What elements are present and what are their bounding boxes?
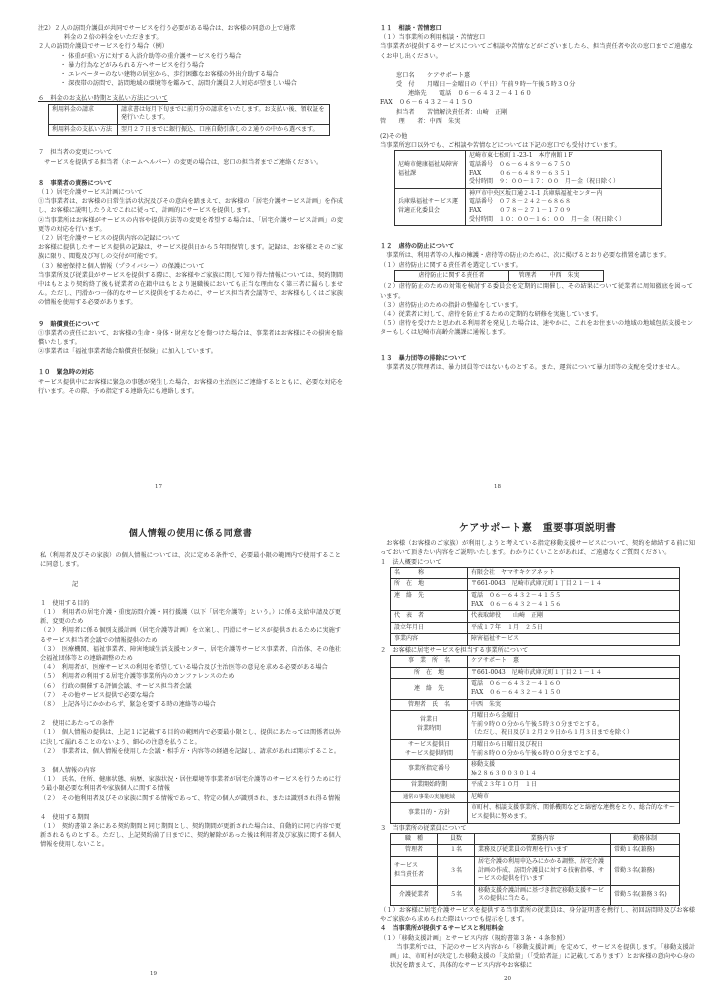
section-12-5: （５）虐待を受けたと思われる利用者を発見した場合は、速やかに、これをお住まいの地域の地域包括支援センターもしくは尼崎市高齢介護課に通報します。 [380, 320, 693, 337]
staff-role: サービス 担当責任者 [391, 857, 438, 886]
window-line: 神戸市中央区坂口通２-1-1 兵庫県福祉センター内 [469, 189, 603, 197]
table-label: 事業目的・方針 [391, 803, 468, 823]
officer-name: 中西 朱実 [547, 270, 604, 282]
section-12-title: １２ 虐待の防止について [380, 243, 455, 251]
window-name: 窓口名 ケアサポート憙 [396, 71, 471, 79]
table-row [391, 622, 680, 634]
note-2: 注2）２人の訪問介護員が共同でサービスを行う必要がある場合は、お客様の同意の上で通常 [38, 25, 296, 32]
section-13-body: 事業者及び管理者は、暴力団員等ではないものとする。また、運営について暴力団等の支配を受けません。 [380, 363, 684, 371]
page-17 [0, 0, 353, 500]
staff-count: ５名 [438, 885, 475, 905]
explanation-title: ケアサポート憙 重要事項説明書 [458, 523, 617, 534]
table-row [391, 699, 680, 711]
table-row [391, 857, 680, 886]
contact-phone: 連絡先 電話 ０６－６４３２－４１６０ [408, 90, 532, 98]
ki-label: 記 [72, 580, 79, 588]
person-in-charge: 担当者 苦情解決責任者：山崎 正剛 [396, 108, 508, 116]
section-12-1: （１）虐待防止に関する責任者を選定しています。 [380, 261, 522, 269]
table-label: 所 在 地 [391, 579, 468, 591]
example-title: ２人の訪問介護員でサービスを行う場合（例） [38, 43, 168, 51]
consent-intro: 私（利用者及びその家族）の個人情報については、次に定める条件で、必要最小限の範囲内で使用することに同意します。 [40, 552, 341, 569]
table-label: 連 絡 先 [391, 679, 468, 699]
section-12-3: （３）虐待防止のための指針の整備をしています。 [380, 301, 522, 309]
s1-item: （３） 医療機関、福祉事業者、障害地域生活支援センター、居宅介護等サービス事業者、自治体、その他社会福祉団体等との連絡調整のため [40, 645, 341, 663]
section-9-title: ９ 賠償責任について [38, 320, 100, 328]
staff-count: ３名 [438, 857, 475, 886]
window-org: 尼崎市健康福祉局障害福祉課 [395, 151, 466, 188]
table-value: 翌月２７日までに銀行振込、口座自動引落しの２通りの中から選べます。 [118, 124, 330, 136]
manager: 管 理 者：中西 朱実 [380, 117, 461, 125]
table-row [391, 656, 680, 668]
table-value: FAX ０６－６４３２－４１５６ [471, 600, 562, 608]
staff-shift: 常勤１名(兼務) [611, 845, 680, 857]
table-value: 〒661-0043 尼崎市武庫元町１丁目２１－１４ [468, 667, 680, 679]
staff-duty: 居宅介護の利用申込みにかかる調整、居宅介護計画の作成、訪問介護員に対する技術指導、サービスの提供を行います [475, 857, 611, 886]
s2-title: ２ お客様に居宅サービスを担当する事業所について [380, 646, 529, 654]
column-header: 業務内容 [475, 833, 611, 845]
section-6-title: ６ 料金のお支払い時期と支払い方法について [38, 95, 168, 103]
section-12-intro: 事業所は、利用者等の人権の擁護・虐待等の防止のために、次に掲げるとおり必要な措置を講じます。 [380, 252, 671, 260]
s3-item: （２） その他利用者及びその家族に関する情報であって、特定の個人が識別され、または識別され得る情報 [40, 794, 341, 802]
table-row [395, 151, 662, 188]
table-value: ケアサポート 憙 [468, 656, 680, 668]
section-11-2-title: (2)その他 [380, 133, 408, 141]
section-8-3-body: 当事業所及び従業員がサービスを提供する際に、お客様やご家族に関して知り得た情報については、契約期間中はもとより契約終了後も従業者の在籍中はもとより退職後においても正当な理由なく第三者に漏らしません。ただし、円滑かつ一体的なサービス提供をするために、サービス担当者会議等で、お客様もしくはご家族の情報を使用する必要があります。 [38, 271, 343, 307]
column-header: 勤務体制 [611, 833, 680, 845]
page-number: 18 [494, 484, 501, 490]
window-line: 尼崎市東七松町１-23-1 本庁南館１F [469, 152, 573, 160]
table-label: 事 業 所 名 [391, 656, 468, 668]
table-row [391, 791, 680, 803]
s2-item: （２） 事業者は、個人情報を使用した会議・相手方・内容等の経過を記録し、請求があれば開示すること。 [40, 747, 341, 755]
section-11-title: １１ 相談・苦情窓口 [380, 25, 442, 32]
s1-item: （８） 上記各号にかかわらず、緊急を要する時の連絡等の場合 [40, 701, 216, 709]
staff-duty: 業務及び従業員の管理を行います [475, 845, 611, 857]
table-label: 営業開始時期 [391, 780, 468, 792]
table-value: 請求書は毎月下旬までに前月分の請求をいたします。お支払い後、領収証を発行いたします。 [118, 104, 330, 124]
table-row [391, 739, 680, 759]
table-value: 中西 朱実 [468, 699, 680, 711]
section-10-title: １０ 緊急時の対応 [38, 369, 94, 377]
s1-item: （５） 利用者の利用する居宅介護等事業所内のカンファレンスのため [40, 673, 235, 681]
table-value: 平成１７年 １月 ２５日 [468, 622, 680, 634]
office-table [390, 655, 680, 824]
table-row [391, 611, 680, 623]
column-header: 員数 [438, 833, 475, 845]
section-9-b: ②事業者は「福祉事業者総合賠償責任保険」に加入しています。 [38, 348, 217, 356]
window-line: FAX ０６－６４８９－６３５１ [469, 169, 572, 177]
example-item: ・ 暴力行為などがみられる方へサービスを行う場合 [60, 61, 205, 69]
table-label: 設立年月日 [391, 622, 468, 634]
table-row [391, 567, 680, 579]
s2-title: ２ 使用にあたっての条件 [40, 720, 115, 728]
s1-item: （４） 利用者が、医療サービスの利用を希望している場合及び主治医等の意見を求める必要がある場合 [40, 664, 328, 672]
table-value: 移動支援 [471, 761, 496, 769]
other-windows-table [394, 150, 662, 226]
section-8-title: ８ 事業者の責務について [38, 179, 113, 187]
s4-title: ４ 当事業所が提供するサービスと利用料金 [380, 925, 504, 933]
table-row [391, 679, 680, 699]
table-label: 利用料金の請求 [49, 104, 118, 124]
section-7-title: ７ 担当者の変更について [38, 149, 113, 157]
window-line: 受付時間 １０：００～１６：００ 月～金（祝日除く） [469, 215, 626, 223]
window-line: 電話番号 ０６－６４８９－６７５０ [469, 161, 572, 169]
staff-shift: 常勤３名(兼務) [611, 857, 680, 886]
section-11-1-title: （１）当事業所の利用相談・苦情窓口 [380, 34, 486, 42]
note-2-cont: 料金の２倍の料金をいただきます。 [64, 34, 163, 42]
reception-hours: 受 付 月曜日～金曜日の（平日）午前９時～午後５時３０分 [396, 81, 576, 89]
page-19 [0, 500, 353, 1000]
table-label: 事業所指定番号 [391, 760, 468, 780]
section-10-body: サービス提供中にお客様に緊急の事態が発生した場合、お客様の主治医にご連絡するとともに、必要な対応を行います。その際、予め指定する連絡先にも連絡します。 [38, 378, 343, 395]
staff-count: １名 [438, 845, 475, 857]
table-value: 代表取締役 山崎 正剛 [468, 611, 680, 623]
section-8-2-title: （２）居宅介護サービスの提供内容の記録について [38, 235, 181, 243]
table-row [391, 634, 680, 646]
s4-item: （１） 契約書第２条にある契約期間と同じ期間とし、契約期間が更新された場合は、自動的に同じ内容で更新されるものとする。ただし、上記契約満了日までに、契約解除があった後は利用者及び家族に関する個人情報を使用しないこと。 [40, 823, 341, 849]
page-number: 20 [504, 976, 511, 982]
abuse-officer-table [394, 270, 604, 283]
s1-item: （１） 利用者の居宅介護・重度訪問介護・同行援護（以下「居宅介護等」という。）に係る支給申請及び更新、変更のため [40, 609, 341, 626]
table-value: 午前８時００分から午後６時００分までとする。 [471, 749, 604, 757]
table-label: 代 表 者 [391, 611, 468, 623]
table-value: 月曜日から日曜日及び祝日 [471, 740, 544, 748]
table-label: 利用料金の支払い方法 [49, 124, 118, 136]
table-value: 市町村、相談支援事業所、関係機関などと綿密な連携をとり、総合的なサービス提供に努めます。 [468, 803, 680, 823]
column-header: 職 種 [391, 833, 438, 845]
table-value: 〒661-0043 尼崎市武庫元町１丁目２１－１４ [468, 579, 680, 591]
window-org: 兵庫県福祉サービス運営適正化委員会 [395, 188, 466, 225]
table-label: 通常の事業の実施地域 [391, 791, 468, 803]
staff-role: 介護従業者 [391, 885, 438, 905]
officer-label: 虐待防止に関する責任者 [395, 270, 509, 282]
contact-fax: FAX ０６－６４３２－４１５０ [380, 99, 474, 107]
s3-title: ３ 個人情報の内容 [40, 767, 96, 775]
table-label: 名 称 [391, 567, 468, 579]
section-12-2: （２）虐待防止のための対策を検討する委員会を定期的に開催し、その結果について従業者に周知徹底を図っています。 [380, 283, 693, 300]
corporation-table [390, 567, 680, 646]
table-value: 平成２３年１０月 １日 [468, 780, 680, 792]
table-row [391, 803, 680, 823]
table-label: 連 絡 先 [391, 591, 468, 611]
table-value: 障害福祉サービス [468, 634, 680, 646]
example-item: ・ 深夜帯の訪問で、訪問地域の環境等を鑑みて、訪問介護員２人対応が望ましい場合 [60, 80, 297, 88]
s1-item: （２） 利用者に係る個別支援計画（居宅介護等計画）を立案し、円滑にサービスが提供されるために実施するサービス担当者会議での情報提供のため [40, 627, 341, 644]
consent-title: 個人情報の使用に係る同意書 [128, 529, 253, 539]
table-label: 営業日 営業時間 [391, 711, 468, 740]
table-row [391, 780, 680, 792]
table-row [391, 667, 680, 679]
explanation-intro: お客様（お客様のご家族）が利用しようと考えている指定移動支援サービスについて、契約を締結する前に知っておいて頂きたい内容をご説明いたします。わかりにくいことがあれば、ご遠慮なくご質問ください。 [380, 540, 695, 557]
s1-item: （６） 行政の開催する評価会議、サービス担当者会議 [40, 682, 192, 690]
officer-role: 管理者 [508, 270, 546, 282]
staff-shift: 常勤５名(兼務３名) [611, 885, 680, 905]
table-value: 電話 ０６－６４３２－４１６０ [471, 680, 562, 688]
table-row [395, 270, 604, 282]
staff-table [390, 833, 680, 906]
section-13-title: １３ 暴力団等の排除について [380, 354, 467, 362]
payment-table [48, 104, 330, 137]
table-row [49, 124, 330, 136]
section-8-1-title: （１）居宅介護サービス計画について [38, 189, 144, 197]
s3-title: ３ 当事業所の従業員について [380, 824, 467, 832]
page-number: 17 [155, 484, 162, 490]
s1-title: １ 使用する目的 [40, 599, 90, 607]
table-label: 事業内容 [391, 634, 468, 646]
table-label: サービス提供日 サービス提供時間 [391, 739, 468, 759]
s3-item: （１） 氏名、住所、健康状態、病歴、家族状況・居住環境等事業者が居宅介護等のサービスを行うために行う最小限必要な利用者や家族個人に関する情報 [40, 776, 341, 793]
section-8-1-b: ②当事業所はお客様がサービスの内容や提供方法等の変更を希望する場合は、「居宅介護サービス計画」の変更等の対応を行います。 [38, 216, 343, 233]
table-header-row [391, 833, 680, 845]
section-9-a: ①事業者の責任において、お客様の生命・身体・財産などを傷つけた場合は、事業者はお客様にその損害を賠償いたします。 [38, 329, 343, 347]
s4-1-body: 当事業所では、下記のサービス内容から「移動支援計画」を定めて、サービスを提供します。「移動支援計画」は、市町村が決定した移動支援の「支給量」（「受給者証」に記載してあります）とお客様の意向や心身の状況を踏まえて、具体的なサービス内容やお客様に [390, 943, 695, 970]
table-label: 所 在 地 [391, 667, 468, 679]
table-label: 管理者 氏 名 [391, 699, 468, 711]
section-8-1-a: ①当事業者は、お客様の日常生活の状況及びその意向を踏まえて、お客様の「居宅介護サービス計画」を作成し、お客様に説明したうえでこれに従って、計画的にサービスを提供します。 [38, 198, 343, 215]
table-row [391, 845, 680, 857]
section-8-2-body: お客様に提供したサービス提供の記録は、サービス提供日から５年間保管します。記録は、お客様とそのご家族に限り、閲覧及び写しの交付が可能です。 [38, 244, 343, 261]
table-row [391, 711, 680, 740]
table-row [391, 760, 680, 780]
table-row [395, 188, 662, 225]
s1-item: （７） その他サービス提供で必要な場合 [40, 691, 155, 699]
example-item: ・ 体重が重い方に対する入浴介助等の重介護サービスを行う場合 [60, 52, 242, 60]
section-11-1-body: 当事業者が提供するサービスについてご相談や苦情などがございましたら、担当責任者や次の窓口までご遠慮なくお申し出ください。 [380, 43, 693, 60]
section-7-body: サービスを提供する担当者（ホームヘルパー）の変更の場合は、窓口の担当者までご連絡ください。 [38, 158, 323, 166]
table-row [49, 104, 330, 124]
page-20 [354, 500, 707, 1000]
table-value: 尼崎市 [468, 791, 680, 803]
staff-duty: 移動支援介護計画に基づき指定移動支援サービスの提供に当たる。 [475, 885, 611, 905]
s3-note: （１）お客様に居宅介護サービスを提供する当事業所の従業員は、身分証明書を携行し、初回訪問時及びお客様やご家族から求められた際はいつでも提示をします。 [380, 907, 695, 924]
table-value: 有限会社 ヤマサキケアネット [468, 567, 680, 579]
staff-role: 管理者 [391, 845, 438, 857]
table-row [391, 579, 680, 591]
section-8-3-title: （３）秘密保持と個人情報（プライバシー）の保護について [38, 262, 205, 270]
section-11-2-body: 当事業所窓口以外でも、ご相談や苦情などについては下記の窓口でも受付けています。 [380, 142, 621, 150]
s2-item: （１） 個人情報の提供は、上記１に記載する目的の範囲内で必要最小限とし、提供にあたっては関係者以外に決して漏れることのないよう、細心の注意を払うこと。 [40, 729, 341, 746]
example-item: ・ エレベーターのない建物の居室から、歩行困難なお客様の外出介助する場合 [60, 71, 279, 79]
section-12-4: （４）従業者に対して、虐待を防止するための定期的な研修を実施しています。 [380, 311, 603, 318]
window-line: 電話番号 ０７８－２４２－６８６８ [469, 198, 572, 206]
table-value: 午前９時００分から午後５時３０分までとする。 [471, 720, 604, 728]
table-row [391, 591, 680, 611]
table-row [391, 885, 680, 905]
window-line: 受付時間 ９：００～１７：００ 月～金（祝日除く） [469, 178, 620, 186]
s4-1-title: （１）「移動支援計画」とサービス内容（規約書第３条・４条参照） [380, 934, 569, 942]
table-value: 電話 ０６－６４３２－４１５５ [471, 592, 562, 599]
table-value: （ただし、祝日及び１２月２９日から１月３日までを除く） [471, 729, 634, 737]
page-number: 19 [150, 971, 157, 977]
s4-title: ４ 使用する期間 [40, 813, 90, 821]
table-value: №２８６３００３０１４ [471, 769, 537, 777]
table-value: 月曜日から金曜日 [471, 712, 520, 720]
window-line: FAX ０７８－２７１－１７０９ [469, 207, 572, 214]
table-value: FAX ０６－６４３２－４１５０ [471, 688, 562, 696]
s1-title: １ 法人概要について [380, 558, 442, 566]
page-18 [354, 0, 707, 500]
